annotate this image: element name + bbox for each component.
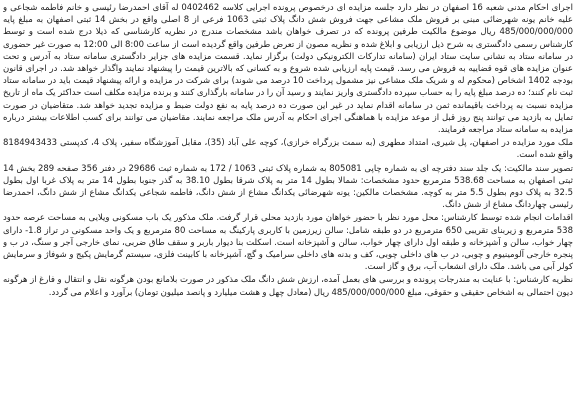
title-deed-paragraph: تصویر سند مالکیت: یک جلد سند دفترچه ای به شماره چاپی 805081 به شماره پلاک ثبتی 1063 / 172 به شماره ثبت 29686 در دفتر 356 صفحه 289 بخش 14 ثبتی اصفهان به مساحت 538.68 مترمربع حدود مشخصات: شمالا بطول 14 متر به پلاک شرقا بطول 38.10 به گذر جنوبا بطول 14 متر به پلاک غربا اول بطول 32.5 به پلاک دوم بطول 5.5 متر به کوچه. مشخصات مالکین: یونه شهرضائی یکدانگ مشاع از شش دانگ، فاطمه شجاعی یکدانگ مشاع از شش دانگ، احمدرضا رئیسی چهاردانگ مشاع از شش دانگ. bbox=[3, 163, 573, 211]
auction-notice bbox=[3, 2, 573, 411]
expert-opinion-paragraph: نظریه کارشناس: با عنایت به مندرجات پرونده و بررسی های بعمل آمده، ارزش شش دانگ ملک مذکور در صورت بلامانع بودن هرگونه نقل و انتقال و فارغ از هرگونه دیون احتمالی به اشخاص حقیقی و حقوقی، مبلغ 485/000/000/000 ریال (معادل چهل و هشت میلیارد و پانصد میلیون تومان) برآورد و اعلام می گردد. bbox=[3, 275, 573, 298]
expert-actions-paragraph: اقدامات انجام شده توسط کارشناس: محل مورد نظر با حضور خواهان مورد بازدید محلی قرار گرفت. ملک مذکور یک باب مسکونی ویلایی به مساحت عرصه حدود 538 مترمربع و زیربنای تقریبی 650 مترمربع در دو طبقه شامل: سالن زیرزمین با کاربری پارکینگ به مساحت 80 مترمربع و یک واحد مسکونی در تراز 1.8- دارای چهار خواب، سالن و آشپزخانه و طبقه اول دارای چهار خواب، سالن و آشپزخانه است. اسکلت بنا دیوار باربر و سقف طاق ضربی، نمای خارجی آجر و سنگ، در ب و پنجره خارجی آلومینیوم و چوبی، در ب های داخلی چوبی، کف و بدنه های داخلی سرامیک و گچ، آشپزخانه با کابینت فلزی، سیستم گرمایش پکیج و شوفاژ و سرمایش کولر آبی می باشد. ملک دارای انشعاب آب، برق و گاز است. bbox=[3, 213, 573, 273]
property-address-paragraph: ملک مورد مزایده در اصفهان، پل شیری، امتداد مطهری (به سمت بزرگراه خرازی)، کوچه علی آباد (35)، مقابل آموزشگاه سفیر، پلاک 4، کدپستی 8184943433 واقع شده است. bbox=[3, 138, 573, 161]
notice-intro-paragraph: اجرای احکام مدنی شعبه 16 اصفهان در نظر دارد جلسه مزایده ای درخصوص پرونده اجرایی کلاسه 0402462 له آقای احمدرضا رئیسی و خانم فاطمه شجاعی و علیه خانم یونه شهرضائی مبنی بر فروش ملک مشاعی جهت فروش شش دانگ پلاک ثبتی 1063 فرعی از 8 اصلی واقع در بخش 14 ثبتی اصفهان به مبلغ پایه 485/000/000/000 ریال موضوع مالکیت طرفین پرونده که در تصرف خواهان باشد مشخصات مندرج در نظریه کارشناسی که ذیلا درج شده است و توسط کارشناس رسمی دادگستری به شرح ذیل ارزیابی و ابلاغ شده و نظریه مصون از تعرض طرفین واقع گردیده است از ساعت 8:00 الی 12:00 به صورت غیر حضوری در سامانه ستاد به نشانی سایت ستاد ایران (سامانه تدارکات الکترونیکی دولت) برگزار نماید. قسمت مزایده های جزایر دادگستری سامانه ستاد به آدرس و تحت عنوان مزایده های قوه قضاییه به فروش می رسد. قیمت پایه ارزیابی شده شروع و به کسانی که بالاترین قیمت را پیشنهاد نمایند واگذار خواهد شد. در اجرای قانون بودجه 1402 اشخاص (محکوم له و شریک ملک مشاعی نیز مشمول پرداخت 10 درصد می شوند) برای شرکت در مزایده و ارائه پیشنهاد قیمت باید در سامانه ستاد ثبت نام کنند؛ ده درصد مبلغ پایه را به حساب سپرده دادگستری واریز نمایند و رسید آن را در سامانه بارگذاری کنند و برنده مزایده مکلف است حداکثر یک ماه از تاریخ مزایده نسبت به پرداخت باقیمانده ثمن در سامانه اقدام نماید در غیر این صورت ده درصد پایه به نفع دولت ضبط و مزایده تجدید خواهد شد. متقاضیان در صورت تمایل به بازدید می توانند پنج روز قبل از موعد مزایده با هماهنگی اجرای احکام به آدرس ملک مراجعه نمایند. مقاضیان می توانند برای کسب اطلاعات بیشتر درباره مزایده به سامانه ستاد مراجعه فرمایند. bbox=[3, 3, 573, 136]
